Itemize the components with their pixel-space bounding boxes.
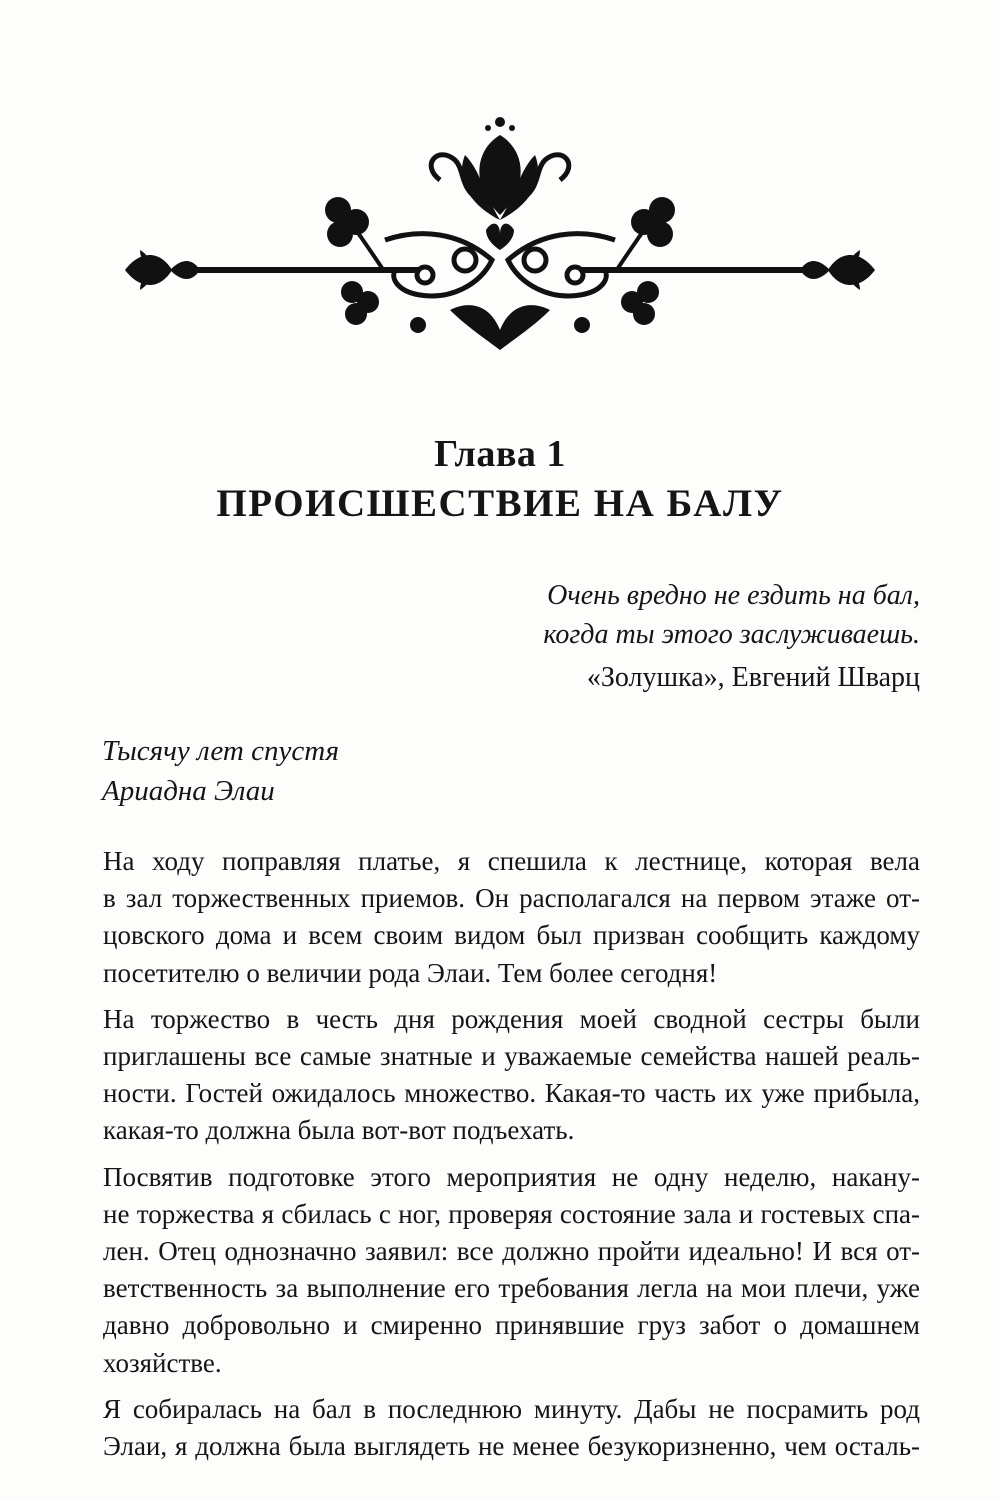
subheading-time: Тысячу лет спустя (102, 735, 339, 767)
text-line: Посвятив подготовке этого мероприятия не одну неделю, накану- (103, 1161, 920, 1192)
chapter-number: Глава 1 (434, 433, 566, 475)
left-line (190, 267, 420, 273)
paragraph (65, 1391, 920, 1465)
subheading-name: Ариадна Элаи (102, 775, 275, 807)
right-heart-dot (574, 317, 590, 333)
text-line: какая-то должна была вот-вот подъехать. (103, 1115, 575, 1146)
text-line: давно добровольно и смиренно принявшие груз забот о домашнем (103, 1310, 920, 1341)
text-line: приглашены все самые знатные и уважаемые семейства нашей реаль- (103, 1041, 920, 1072)
epigraph-line: когда ты этого заслуживаешь. (543, 619, 920, 650)
paragraph (65, 1159, 920, 1382)
body-text (65, 843, 920, 1474)
right-clover-icon (618, 197, 675, 325)
text-line: На торжество в честь дня рождения моей сводной сестры были (103, 1003, 920, 1034)
center-fleur-bottom (450, 305, 550, 350)
text-line: лен. Отец однозначно заявил: все должно пройти идеально! И вся от- (103, 1236, 920, 1267)
epigraph (360, 576, 920, 697)
text-line: ности. Гостей ожидалось множество. Какая-то часть их уже прибыла, (103, 1078, 920, 1109)
epigraph-source: «Золушка», Евгений Шварц (586, 662, 920, 693)
text-line: Элаи, я должна была выглядеть не менее безукоризненно, чем осталь- (103, 1431, 920, 1462)
paragraph (65, 1001, 920, 1150)
text-line: посетителю о величии рода Элаи. Тем более сегодня! (103, 957, 718, 988)
left-leaf-icon (125, 250, 200, 290)
chapter-title: ПРОИСШЕСТВИЕ НА БАЛУ (216, 482, 784, 525)
text-line: цовского дома и всем своим видом был призван сообщить каждому (103, 920, 920, 951)
text-line: в зал торжественных приемов. Он располагался на первом этаже от- (103, 883, 920, 914)
text-line: не торжества я сбилась с ног, проверяя состояние зала и гостевых спа- (103, 1198, 920, 1229)
text-line: На ходу поправляя платье, я спешила к лестнице, которая вела (103, 846, 920, 876)
center-tulip-icon (462, 117, 538, 250)
left-clover-icon (325, 197, 382, 325)
right-line (580, 267, 810, 273)
left-heart-dot (410, 317, 426, 333)
section-subheading (102, 731, 339, 811)
epigraph-line: Очень вредно не ездить на бал, (547, 580, 920, 611)
text-line: ветственность за выполнение его требования легла на мои плечи, уже (103, 1273, 920, 1304)
text-line: Я собиралась на бал в последнюю минуту. Дабы не посрамить род (103, 1393, 920, 1424)
text-line: хозяйстве. (103, 1347, 222, 1378)
chapter-ornament (120, 110, 880, 370)
paragraph (65, 843, 920, 992)
right-leaf-icon (800, 250, 875, 290)
